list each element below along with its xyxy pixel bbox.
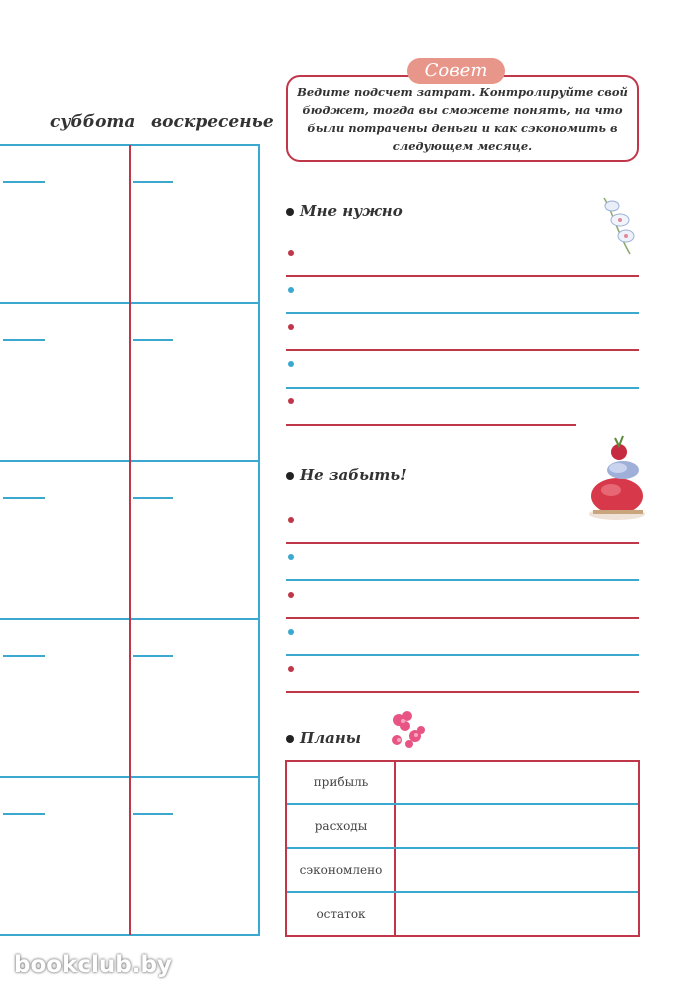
- remember-bullet-3: [288, 592, 294, 598]
- need-section-title: [286, 202, 403, 220]
- remember-bullet-1: [288, 517, 294, 523]
- plans-title-text: Планы: [300, 729, 362, 747]
- remember-bullet-4: [288, 629, 294, 635]
- plans-row-label-saved: сэкономлено: [299, 863, 383, 877]
- need-line-4[interactable]: [286, 387, 639, 389]
- day-header-sunday: воскресенье: [151, 112, 274, 132]
- remember-line-4[interactable]: [286, 654, 639, 656]
- bullet-icon: [286, 208, 294, 216]
- plans-row-separator: [287, 891, 638, 893]
- need-line-5[interactable]: [286, 424, 576, 426]
- plans-value-saved[interactable]: [397, 850, 638, 890]
- need-bullet-5: [288, 398, 294, 404]
- need-bullet-4: [288, 361, 294, 367]
- watermark: bookclub.by: [14, 952, 172, 978]
- day-header-saturday: суббота: [50, 112, 136, 132]
- remember-line-2[interactable]: [286, 579, 639, 581]
- plans-value-balance[interactable]: [397, 894, 638, 935]
- need-bullet-3: [288, 324, 294, 330]
- weekly-calendar-grid: [0, 0, 270, 945]
- remember-bullet-5: [288, 666, 294, 672]
- remember-title-text: Не забыть!: [300, 466, 407, 484]
- need-line-2[interactable]: [286, 312, 639, 314]
- plans-section-title: [286, 729, 361, 747]
- plans-row-label-profit: прибыль: [313, 775, 369, 789]
- tip-text: Ведите подсчет затрат. Контролируйте свой бюджет, тогда вы сможете понять, на что были потрачены деньги и как сэкономить в следующем месяце.: [297, 85, 628, 153]
- need-bullet-1: [288, 250, 294, 256]
- need-bullet-2: [288, 287, 294, 293]
- need-line-1[interactable]: [286, 275, 639, 277]
- remember-bullet-2: [288, 554, 294, 560]
- remember-line-5[interactable]: [286, 691, 639, 693]
- tip-badge: Совет: [407, 58, 505, 84]
- remember-line-1[interactable]: [286, 542, 639, 544]
- plans-row-label-balance: остаток: [316, 907, 366, 921]
- bullet-icon: [286, 472, 294, 480]
- need-title-text: Мне нужно: [300, 202, 403, 220]
- remember-section-title: [286, 466, 407, 484]
- plans-value-profit[interactable]: [397, 763, 638, 802]
- remember-line-3[interactable]: [286, 617, 639, 619]
- macaron-illustration: [585, 428, 655, 524]
- bullet-icon: [286, 735, 294, 743]
- plans-value-expenses[interactable]: [397, 806, 638, 846]
- orchid-illustration: [590, 190, 650, 265]
- plans-row-label-expenses: расходы: [314, 819, 368, 833]
- need-line-3[interactable]: [286, 349, 639, 351]
- plans-row-separator: [287, 847, 638, 849]
- flowers-illustration: [385, 706, 431, 754]
- plans-row-separator: [287, 803, 638, 805]
